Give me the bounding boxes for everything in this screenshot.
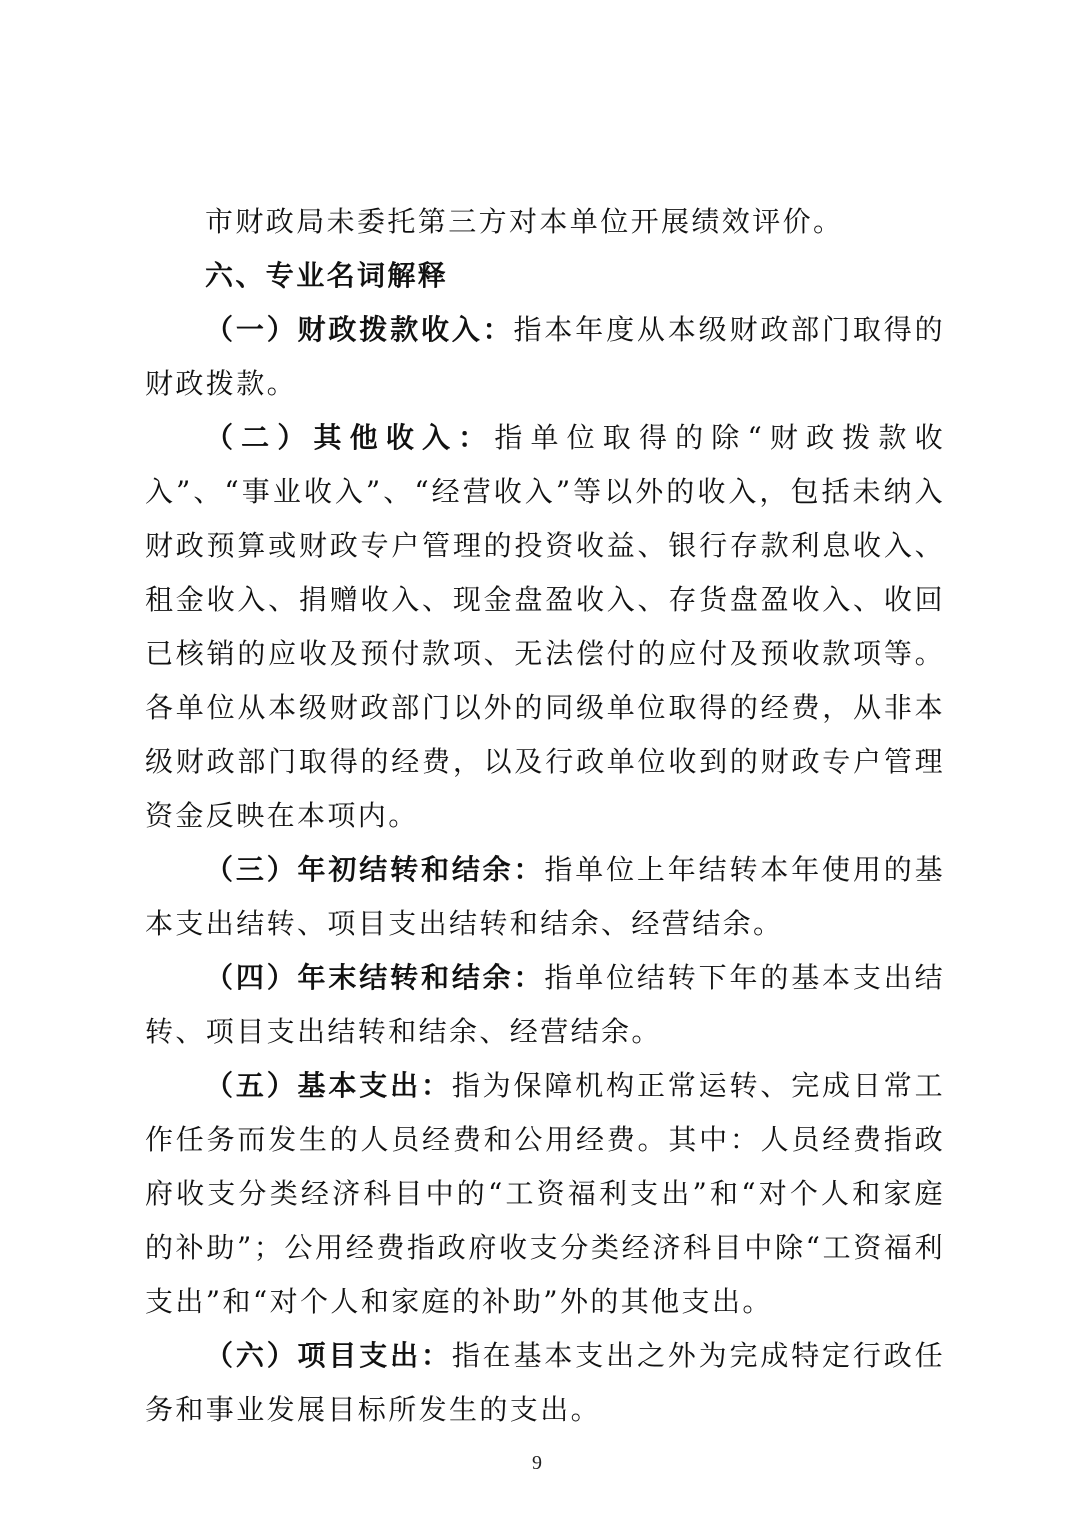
definition-text: 指为保障机构正常运转、完成日常工作任务而发生的人员经费和公用经费。其中：人员经费指政府收支分类经济科目中的“工资福利支出”和“对个人和家庭的补助”；公用经费指政府收支分类经济科目中除“工资福利支出”和“对个人和家庭的补助”外的其他支出。 xyxy=(145,1069,946,1318)
definition-text: 指单位取得的除“财政拨款收入”、“事业收入”、“经营收入”等以外的收入，包括未纳入财政预算或财政专户管理的投资收益、银行存款利息收入、租金收入、捐赠收入、现金盘盈收入、存货盘盈收入、收回已核销的应收及预付款项、无法偿付的应付及预收款项等。各单位从本级财政部门以外的同级单位取得的经费，从非本级财政部门取得的经费，以及行政单位收到的财政专户管理资金反映在本项内。 xyxy=(145,421,945,832)
definition-term: （四）年末结转和结余： xyxy=(205,961,545,994)
definition-term: （五）基本支出： xyxy=(205,1069,452,1102)
definition-term: （一）财政拨款收入： xyxy=(205,313,514,346)
page-number: 9 xyxy=(532,1452,542,1474)
section-heading: 六、专业名词解释 xyxy=(205,259,449,292)
intro-paragraph: 市财政局未委托第三方对本单位开展绩效评价。 xyxy=(205,205,844,238)
definition-term: （二）其他收入： xyxy=(205,421,495,454)
definition-text: 指本年度从本级财政部门取得的财政拨款。 xyxy=(145,313,945,400)
definition-item xyxy=(145,951,945,1059)
definition-text: 指单位结转下年的基本支出结转、项目支出结转和结余、经营结余。 xyxy=(145,961,945,1048)
definition-item xyxy=(145,843,945,951)
page-content xyxy=(145,195,945,1437)
definition-term: （六）项目支出： xyxy=(205,1339,452,1372)
definition-item xyxy=(145,1059,945,1329)
definition-term: （三）年初结转和结余： xyxy=(205,853,545,886)
definition-text: 指单位上年结转本年使用的基本支出结转、项目支出结转和结余、经营结余。 xyxy=(145,853,945,940)
definition-item xyxy=(145,1329,945,1437)
definition-item xyxy=(145,411,945,843)
definition-item xyxy=(145,303,945,411)
definition-text: 指在基本支出之外为完成特定行政任务和事业发展目标所发生的支出。 xyxy=(145,1339,946,1426)
